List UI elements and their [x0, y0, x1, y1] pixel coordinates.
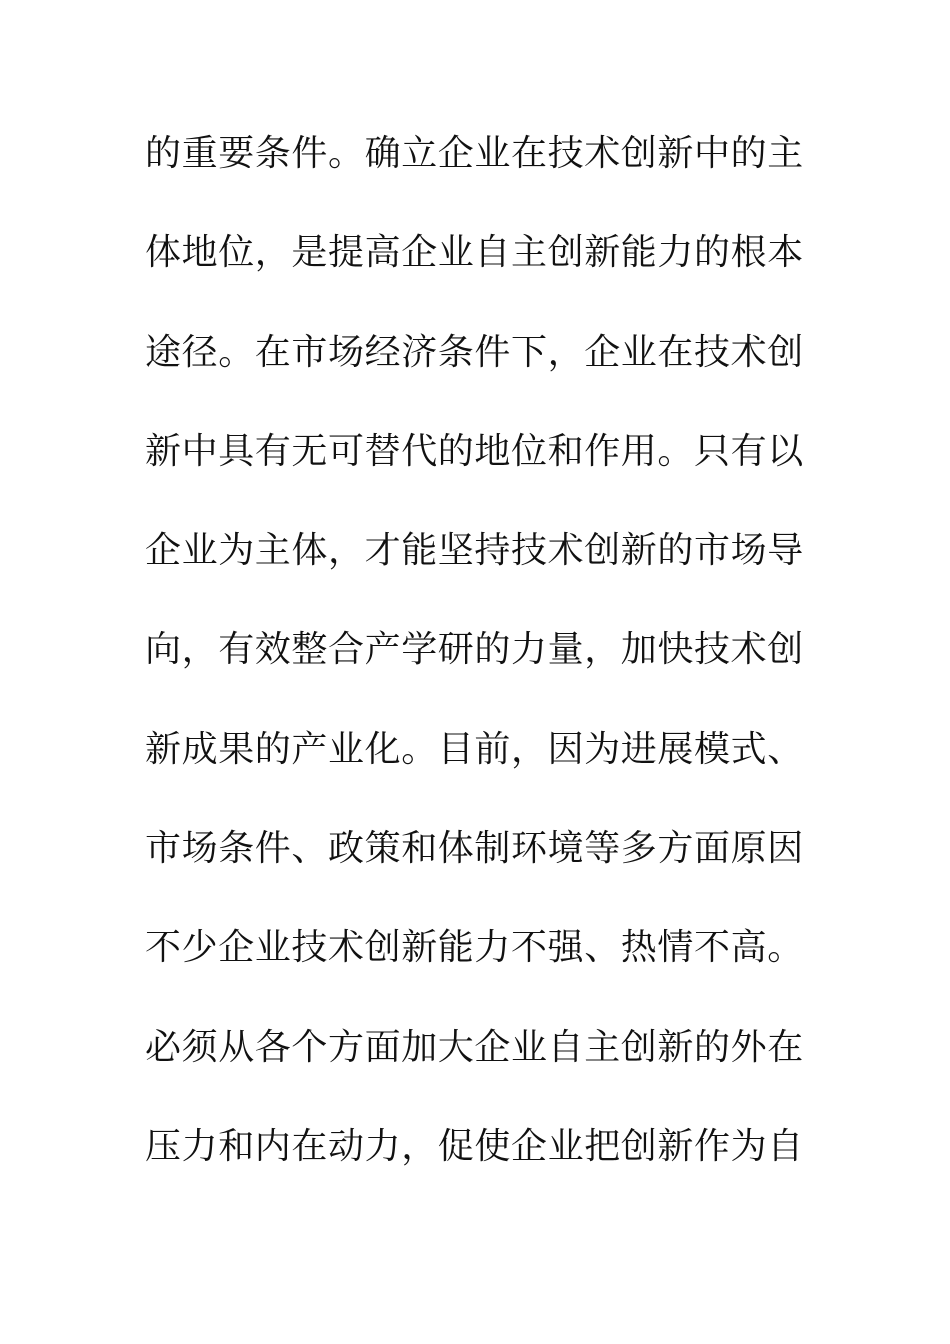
text-line: 体地位，是提高企业自主创新能力的根本: [145, 232, 804, 274]
text-line: 压力和内在动力，促使企业把创新作为自: [145, 1125, 804, 1167]
text-line: 新成果的产业化。目前，因为进展模式、: [145, 728, 804, 770]
text-line: 市场条件、政策和体制环境等多方面原因: [145, 828, 804, 870]
text-line: 必须从各个方面加大企业自主创新的外在: [145, 1026, 804, 1068]
text-line: 新中具有无可替代的地位和作用。只有以: [145, 430, 804, 472]
text-line: 途径。在市场经济条件下，企业在技术创: [145, 331, 804, 373]
text-line: 企业为主体，才能坚持技术创新的市场导: [145, 530, 804, 572]
text-line: 不少企业技术创新能力不强、热情不高。: [145, 927, 804, 969]
text-line: 的重要条件。确立企业在技术创新中的主: [145, 133, 804, 174]
text-line: 向，有效整合产学研的力量，加快技术创: [145, 629, 804, 671]
body-text: [145, 127, 825, 1219]
